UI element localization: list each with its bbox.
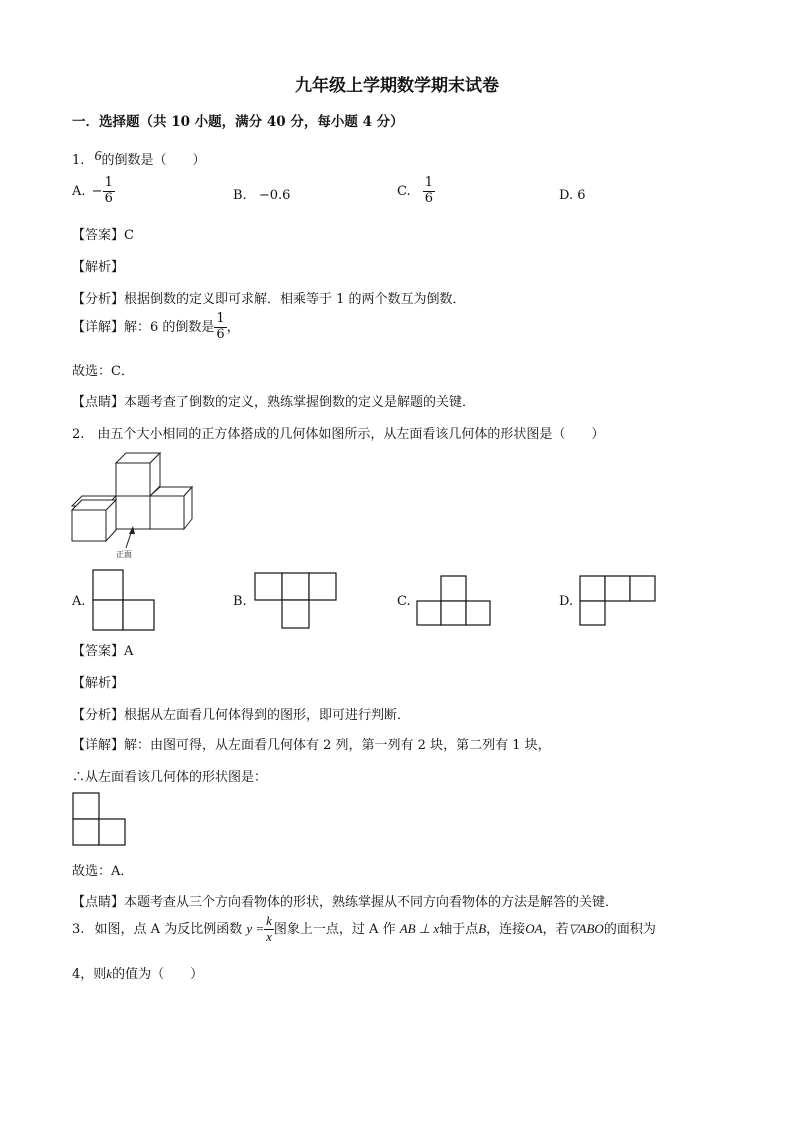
q2-answer-tag: 【答案】 xyxy=(72,644,125,659)
q2-option-c-label: C. xyxy=(397,594,411,609)
q3-text-7: 4，则 xyxy=(72,967,107,982)
q3-func-denominator: x xyxy=(266,928,272,944)
q3-oa: OA xyxy=(525,920,543,936)
q1-fenxi-tag: 【分析】 xyxy=(72,292,125,307)
q2-a-cell xyxy=(93,600,123,630)
q1-answer-value: C xyxy=(124,228,134,243)
q1-option-b-label: B. xyxy=(233,188,247,203)
q1-option-a xyxy=(72,176,115,207)
q1-option-d: D. 6 xyxy=(559,188,586,203)
q1-option-c-numerator: 1 xyxy=(424,175,434,190)
q1-choose: 故选：C． xyxy=(72,364,134,379)
q1-option-a-fraction xyxy=(103,176,115,207)
q2-c-cell xyxy=(441,576,466,601)
q2-fenxi-text: 根据从左面看几何体得到的图形，即可进行判断． xyxy=(124,708,411,723)
q1-fenxi xyxy=(72,288,466,307)
q2-fenxi-tag: 【分析】 xyxy=(72,708,125,723)
q1-xiangjie-denominator: 6 xyxy=(216,326,225,342)
q2-c-cell xyxy=(417,601,441,625)
q1-answer-tag: 【答案】 xyxy=(72,228,125,243)
q2-b-cell xyxy=(309,573,336,600)
q1-option-b-value: −0.6 xyxy=(258,188,291,203)
q1-option-a-numerator: 1 xyxy=(104,175,113,190)
q1-dianjing xyxy=(72,391,475,410)
q2-answer-cell xyxy=(99,819,125,845)
q1-option-b xyxy=(233,188,290,203)
cube-left-front xyxy=(72,510,106,541)
q2-cube-figure xyxy=(66,450,201,565)
q1-stem xyxy=(72,149,206,169)
q2-answer-value: A xyxy=(124,644,134,659)
q1-six: 6 xyxy=(94,149,102,164)
q2-option-a-label: A. xyxy=(72,594,86,609)
q2-option-d-shape xyxy=(579,575,657,627)
q1-option-a-sign: − xyxy=(91,183,103,199)
q2-fenxi xyxy=(72,704,410,723)
q2-stem: 2. 由五个大小相同的正方体搭成的几何体如图所示，从左面看该几何体的形状图是（ ） xyxy=(72,427,605,442)
q2-option-a-shape xyxy=(92,569,156,632)
q3-stem-line1 xyxy=(72,914,656,945)
q3-text-3: 轴于点 xyxy=(439,921,479,937)
q3-text-8: 的值为（ ） xyxy=(112,967,204,982)
q3-k: k xyxy=(106,966,113,981)
q3-triangle: ▽ABO xyxy=(568,920,604,936)
q2-d-cell xyxy=(605,576,630,601)
q3-func-numerator: k xyxy=(266,913,272,928)
q2-option-b-label: B. xyxy=(233,594,247,609)
cube-right-front xyxy=(150,496,184,529)
section-heading: 一．选择题（共 10 小题，满分 40 分，每小题 4 分） xyxy=(72,114,404,130)
q2-choose: 故选：A． xyxy=(72,864,134,879)
q3-text-4: ，连接 xyxy=(486,921,526,937)
q2-dianjing-text: 本题考查从三个方向看物体的形状，熟练掌握从不同方向看物体的方法是解答的关键． xyxy=(124,895,619,910)
q2-option-c-shape xyxy=(416,575,492,627)
q2-xiangjie-text: 解：由图可得，从左面看几何体有 2 列，第一列有 2 块，第二列有 1 块， xyxy=(124,738,551,753)
q2-answer-shape xyxy=(72,792,128,848)
q2-answer-cell xyxy=(73,819,99,845)
q2-b-cell xyxy=(255,573,282,600)
q1-option-c-label: C. xyxy=(397,183,411,199)
q1-option-c-fraction xyxy=(423,176,435,207)
q3-number: 3. xyxy=(72,921,85,937)
q2-answer xyxy=(72,640,133,659)
q1-analysis-tag: 【解析】 xyxy=(72,260,125,275)
q2-d-cell xyxy=(580,576,605,601)
q1-xiangjie-numerator: 1 xyxy=(216,311,225,326)
q2-c-cell xyxy=(441,601,466,625)
q3-ab-perp: AB ⊥ x xyxy=(399,920,440,936)
q2-option-d-label: D. xyxy=(559,594,574,609)
q2-d-cell xyxy=(580,601,605,625)
q2-xiangjie xyxy=(72,734,551,753)
q3-func-fraction xyxy=(264,914,274,945)
q2-answer-cell xyxy=(73,793,99,819)
q2-d-cell xyxy=(630,576,655,601)
q1-dianjing-text: 本题考查了倒数的定义，熟练掌握倒数的定义是解题的关键． xyxy=(124,395,476,410)
q2-a-cell xyxy=(93,570,123,600)
q2-xiangjie-tag: 【详解】 xyxy=(72,738,125,753)
q1-fenxi-text: 根据倒数的定义即可求解．相乘等于 1 的两个数互为倒数． xyxy=(124,292,466,307)
q2-c-cell xyxy=(466,601,490,625)
q1-stem-text: 的倒数是（ ） xyxy=(101,153,206,168)
cube-middle-front xyxy=(116,496,150,529)
q2-therefore: ∴从左面看该几何体的形状图是： xyxy=(72,770,268,785)
q3-func-lhs: y = xyxy=(246,920,265,936)
q2-a-cell xyxy=(123,600,154,630)
q1-dianjing-tag: 【点睛】 xyxy=(72,395,125,410)
q1-answer xyxy=(72,224,134,243)
page-title: 九年级上学期数学期末试卷 xyxy=(295,76,499,96)
q2-dianjing-tag: 【点睛】 xyxy=(72,895,125,910)
q3-text-1: 如图，点 A 为反比例函数 xyxy=(94,921,243,937)
q1-xiangjie xyxy=(72,312,240,343)
q3-point-b: B xyxy=(478,920,487,936)
q2-b-cell xyxy=(282,573,309,600)
q1-xiangjie-text: 解：6 的倒数是 xyxy=(124,319,215,335)
q1-option-c-denominator: 6 xyxy=(424,190,434,206)
q1-number: 1. xyxy=(72,153,85,168)
q3-text-5: ，若 xyxy=(542,921,569,937)
q1-xiangjie-fraction xyxy=(214,312,226,343)
q2-analysis-tag: 【解析】 xyxy=(72,676,125,691)
q1-xiangjie-comma: ， xyxy=(226,319,240,335)
q2-b-cell xyxy=(282,600,309,628)
cube-top-front xyxy=(116,463,150,496)
q1-option-a-label: A. xyxy=(72,183,86,199)
q2-front-label: 正面 xyxy=(116,550,132,559)
q1-xiangjie-tag: 【详解】 xyxy=(72,319,125,335)
q3-text-6: 的面积为 xyxy=(603,921,656,937)
q2-option-b-shape xyxy=(254,572,338,630)
q1-option-c xyxy=(397,176,435,207)
q2-dianjing xyxy=(72,891,618,910)
q1-option-a-denominator: 6 xyxy=(104,190,113,206)
q3-text-2: 图象上一点，过 A 作 xyxy=(273,921,396,937)
q3-stem-line2 xyxy=(72,963,203,982)
